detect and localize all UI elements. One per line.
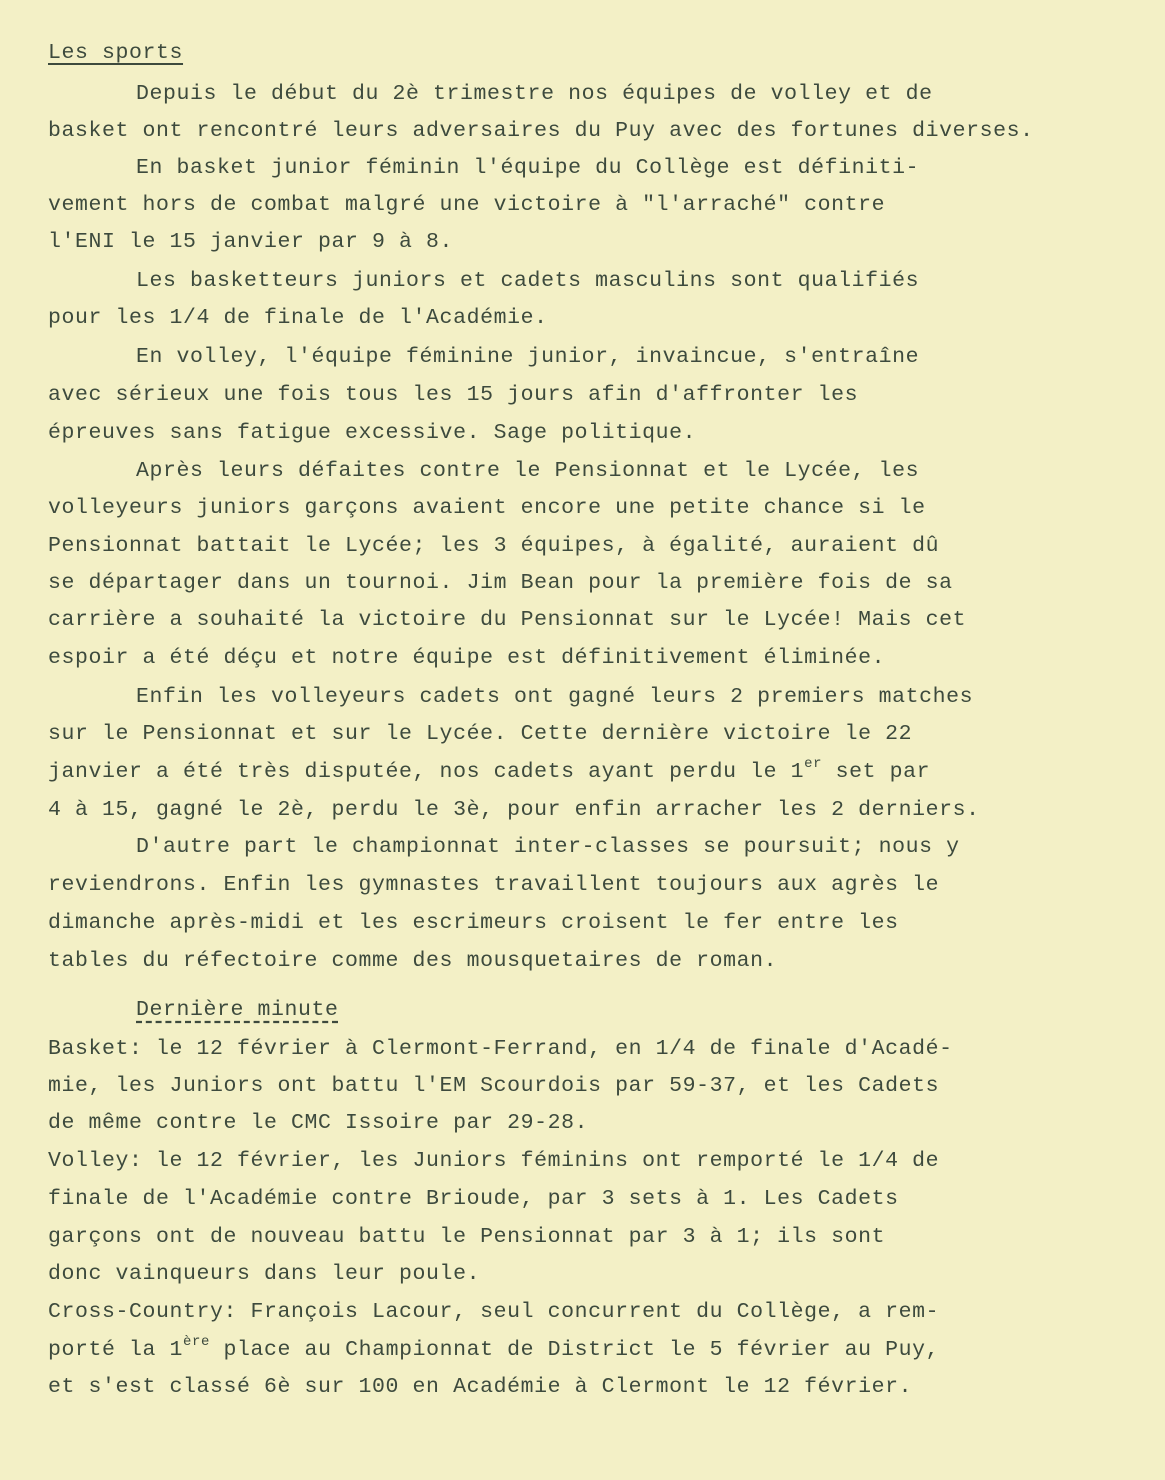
text-line: Les basketteurs juniors et cadets masculins sont qualifiés <box>136 269 920 293</box>
text-line: donc vainqueurs dans leur poule. <box>48 1262 481 1286</box>
text-line: En volley, l'équipe féminine junior, invaincue, s'entraîne <box>136 345 920 369</box>
text-line: pour les 1/4 de finale de l'Académie. <box>48 306 548 330</box>
text-line: reviendrons. Enfin les gymnastes travaillent toujours aux agrès le <box>48 873 940 897</box>
text-line: épreuves sans fatigue excessive. Sage politique. <box>48 421 697 445</box>
text-line: D'autre part le championnat inter-classes se poursuit; nous y <box>136 835 960 859</box>
text-line: 4 à 15, gagné le 2è, perdu le 3è, pour enfin arracher les 2 derniers. <box>48 798 980 822</box>
text-line: avec sérieux une fois tous les 15 jours afin d'affronter les <box>48 383 859 407</box>
text-line: dimanche après-midi et les escrimeurs croisent le fer entre les <box>48 911 899 935</box>
text-line: basket ont rencontré leurs adversaires du Puy avec des fortunes diverses. <box>48 119 1034 143</box>
text-line: sur le Pensionnat et sur le Lycée. Cette dernière victoire le 22 <box>48 722 913 746</box>
text-line: En basket junior féminin l'équipe du Collège est définiti- <box>136 156 920 180</box>
text-line: Depuis le début du 2è trimestre nos équipes de volley et de <box>136 82 933 106</box>
text-line: l'ENI le 15 janvier par 9 à 8. <box>48 230 454 254</box>
text-line: Basket: le 12 février à Clermont-Ferrand, en 1/4 de finale d'Acadé- <box>48 1037 953 1061</box>
text-line: se départager dans un tournoi. Jim Bean pour la première fois de sa <box>48 571 953 595</box>
text-line-superscript: porté la 1ère place au Championnat de District le 5 février au Puy, <box>48 1333 940 1362</box>
text-line: carrière a souhaité la victoire du Pensionnat sur le Lycée! Mais cet <box>48 608 967 632</box>
text-line: Enfin les volleyeurs cadets ont gagné leurs 2 premiers matches <box>136 685 974 709</box>
text-line: vement hors de combat malgré une victoire à "l'arraché" contre <box>48 193 886 217</box>
text-line: de même contre le CMC Issoire par 29-28. <box>48 1111 589 1135</box>
text-line: Pensionnat battait le Lycée; les 3 équipes, à égalité, auraient dû <box>48 534 940 558</box>
text-line: tables du réfectoire comme des mousquetaires de roman. <box>48 949 778 973</box>
text-line: Après leurs défaites contre le Pensionnat et le Lycée, les <box>136 459 920 483</box>
text-line: mie, les Juniors ont battu l'EM Scourdois par 59-37, et les Cadets <box>48 1074 940 1098</box>
text-line: finale de l'Académie contre Brioude, par 3 sets à 1. Les Cadets <box>48 1187 899 1211</box>
text-line: espoir a été déçu et notre équipe est définitivement éliminée. <box>48 646 886 670</box>
last-minute-heading: Dernière minute <box>136 998 339 1022</box>
sports-heading: Les sports <box>48 41 184 65</box>
text-line: Volley: le 12 février, les Juniors féminins ont remporté le 1/4 de <box>48 1149 940 1173</box>
text-line-superscript: janvier a été très disputée, nos cadets ayant perdu le 1er set par <box>48 755 931 784</box>
text-line: volleyeurs juniors garçons avaient encore une petite chance si le <box>48 496 926 520</box>
text-line: Cross-Country: François Lacour, seul concurrent du Collège, a rem- <box>48 1300 940 1324</box>
text-line: garçons ont de nouveau battu le Pensionnat par 3 à 1; ils sont <box>48 1225 886 1249</box>
text-line: et s'est classé 6è sur 100 en Académie à Clermont le 12 février. <box>48 1375 913 1399</box>
